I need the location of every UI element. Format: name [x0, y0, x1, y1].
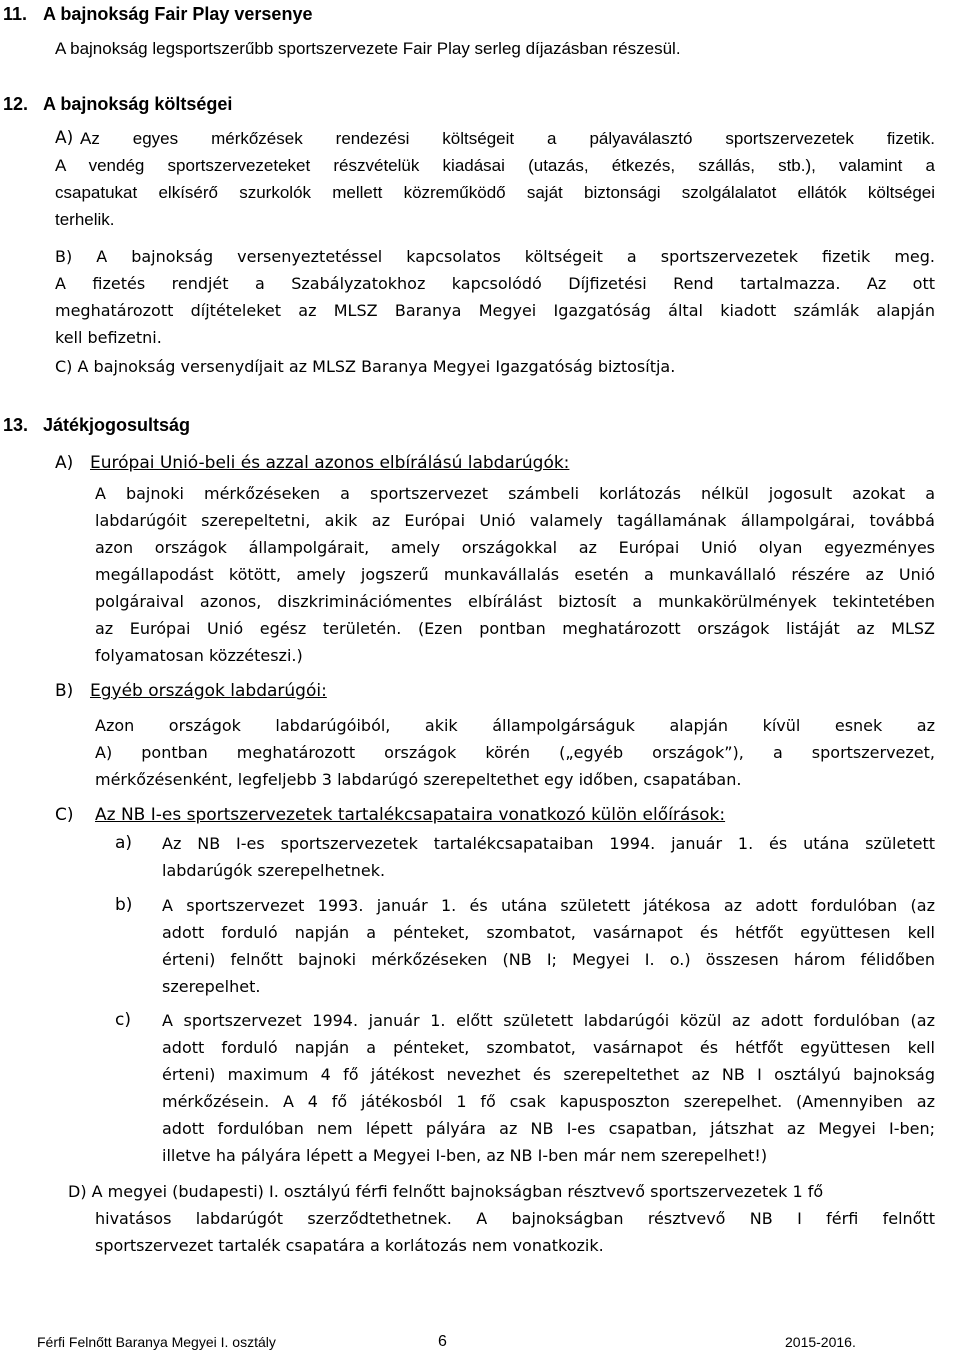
section-12-a-first: [80, 125, 935, 152]
paragraph-line: C) A bajnokság versenydíjait az MLSZ Baranya Megyei Igazgatóság biztosítja.: [55, 357, 676, 376]
section-13-a-text: [95, 480, 935, 669]
paragraph-line: A bajnokság legsportszerűbb sportszervezete Fair Play serleg díjazásban részesül.: [55, 39, 681, 58]
section-11-heading: [3, 3, 312, 25]
paragraph-line: adott forduló napján a pénteket, szombatot, vasárnapot és hétfőt együttesen kell: [162, 1038, 935, 1057]
section-13-a-heading: Európai Unió-beli és azzal azonos elbírálású labdarúgók:: [90, 453, 570, 473]
item-b-label: b): [115, 895, 133, 915]
paragraph-line: Azon országok labdarúgóiból, akik állampolgárságuk alapján kívül esnek az: [95, 716, 935, 735]
paragraph-line: A sportszervezet 1994. január 1. előtt született labdarúgói közül az adott fordulóban (az: [162, 1011, 935, 1030]
section-12-heading: [3, 93, 232, 115]
paragraph-line: A sportszervezet 1993. január 1. és utána született játékosa az adott fordulóban (az: [162, 896, 935, 915]
paragraph-line: hivatásos labdarúgót szerződtethetnek. A bajnokságban résztvevő NB I férfi felnőtt: [95, 1209, 935, 1228]
section-13-b-text: [95, 712, 935, 793]
footer-page-number: 6: [438, 1333, 447, 1350]
section-number: 13.: [3, 415, 29, 435]
section-number: 11.: [3, 4, 28, 24]
paragraph-line: az Európai Unió egész területén. (Ezen pontban meghatározott országok listáját az MLSZ: [95, 619, 935, 638]
section-13-d-first: [68, 1178, 935, 1205]
paragraph-line: polgáraival azonos, diszkriminációmentes elbírálást biztosít a munkakörülmények tekintetében: [95, 592, 935, 611]
item-c-label: c): [115, 1010, 131, 1030]
section-title: Játékjogosultság: [43, 415, 191, 435]
item-a-text: [162, 830, 935, 884]
paragraph-line: B) A bajnokság versenyeztetéssel kapcsolatos költségeit a sportszervezetek fizetik meg.: [55, 247, 935, 266]
section-12-a-label: A): [55, 128, 74, 148]
paragraph-line: meghatározott díjtételeket az MLSZ Baranya Megyei Igazgatóság által kiadott számlák alapján: [55, 301, 935, 320]
section-12-c: [55, 353, 935, 380]
paragraph-line: Az egyes mérkőzések rendezési költségeit a pályaválasztó sportszervezetek fizetik.: [80, 129, 935, 148]
paragraph-line: A vendég sportszervezeteket részvételük kiadásai (utazás, étkezés, szállás, stb.), valamint a: [55, 156, 935, 175]
paragraph-line: A) pontban meghatározott országok körén („egyéb országok”), a sportszervezet,: [95, 743, 935, 762]
section-12-b: [55, 243, 935, 351]
item-c-text: [162, 1007, 935, 1169]
paragraph-line: folyamatosan közzéteszi.): [95, 646, 303, 665]
footer-league: Férfi Felnőtt Baranya Megyei I. osztály: [37, 1334, 276, 1350]
footer-season: 2015-2016.: [785, 1334, 856, 1350]
section-13-b-heading: Egyéb országok labdarúgói:: [90, 681, 327, 701]
paragraph-line: mérkőzésenként, legfeljebb 3 labdarúgó szerepeltethet egy időben, csapatában.: [95, 770, 742, 789]
section-13-b-label: B): [55, 681, 74, 701]
paragraph-line: adott forduló napján a pénteket, szombatot, vasárnapot és hétfőt együttesen kell: [162, 923, 935, 942]
paragraph-line: Az NB I-es sportszervezetek tartalékcsapataiban 1994. január 1. és utána született: [162, 834, 935, 853]
paragraph-line: érteni) maximum 4 fő játékost nevezhet és szerepeltethet az NB I osztályú bajnokság: [162, 1065, 935, 1084]
paragraph-line: érteni) felnőtt bajnoki mérkőzéseken (NB I; Megyei I. o.) összesen három félidőben: [162, 950, 935, 969]
paragraph-line: mérkőzésein. A 4 fő játékosból 1 fő csak kapusposzton szerepelhet. (Amennyiben az: [162, 1092, 935, 1111]
paragraph-line: D) A megyei (budapesti) I. osztályú férfi felnőtt bajnokságban résztvevő sportszervezetek 1 fő: [68, 1182, 824, 1201]
paragraph-line: adott fordulóban nem lépett pályára az NB I-es csapatban, játszhat az Megyei I-ben;: [162, 1119, 935, 1138]
section-12-a-rest: [55, 152, 935, 233]
section-title: A bajnokság költségei: [43, 94, 233, 114]
paragraph-line: sportszervezet tartalék csapatára a korlátozás nem vonatkozik.: [95, 1236, 604, 1255]
paragraph-line: azon országok állampolgárait, amely országokkal az Európai Unió olyan egyezményes: [95, 538, 935, 557]
paragraph-line: A fizetés rendjét a Szabályzatokhoz kapcsolódó Díjfizetési Rend tartalmazza. Az ott: [55, 274, 935, 293]
section-13-c-heading: Az NB I-es sportszervezetek tartalékcsapataira vonatkozó külön előírások:: [95, 805, 726, 825]
paragraph-line: megállapodást kötött, amely jogszerű munkavállalás esetén a munkavállaló részére az Unió: [95, 565, 935, 584]
section-13-d-rest: [95, 1205, 935, 1259]
item-b-text: [162, 892, 935, 1000]
section-13-a-label: A): [55, 453, 74, 473]
section-13-c-label: C): [55, 805, 74, 825]
section-number: 12.: [3, 94, 29, 114]
paragraph-line: labdarúgók szerepelhetnek.: [162, 861, 386, 880]
item-a-label: a): [115, 833, 133, 853]
paragraph-line: illetve ha pályára lépett a Megyei I-ben, az NB I-ben már nem szerepelhet!): [162, 1146, 768, 1165]
paragraph-line: szerepelhet.: [162, 977, 261, 996]
paragraph-line: terhelik.: [55, 210, 115, 229]
paragraph-line: A bajnoki mérkőzéseken a sportszervezet számbeli korlátozás nélkül jogosult azokat a: [95, 484, 935, 503]
section-13-heading: [3, 414, 190, 436]
paragraph-line: csapatukat elkísérő szurkolók mellett közreműködő saját biztonsági szolgálalatot ellátók költségei: [55, 183, 935, 202]
paragraph-line: labdarúgóit szerepeltetni, akik az Európai Unió valamely tagállamának állampolgárai, továbbá: [95, 511, 935, 530]
section-11-text: [55, 35, 935, 62]
section-title: A bajnokság Fair Play versenye: [43, 4, 313, 24]
paragraph-line: kell befizetni.: [55, 328, 162, 347]
